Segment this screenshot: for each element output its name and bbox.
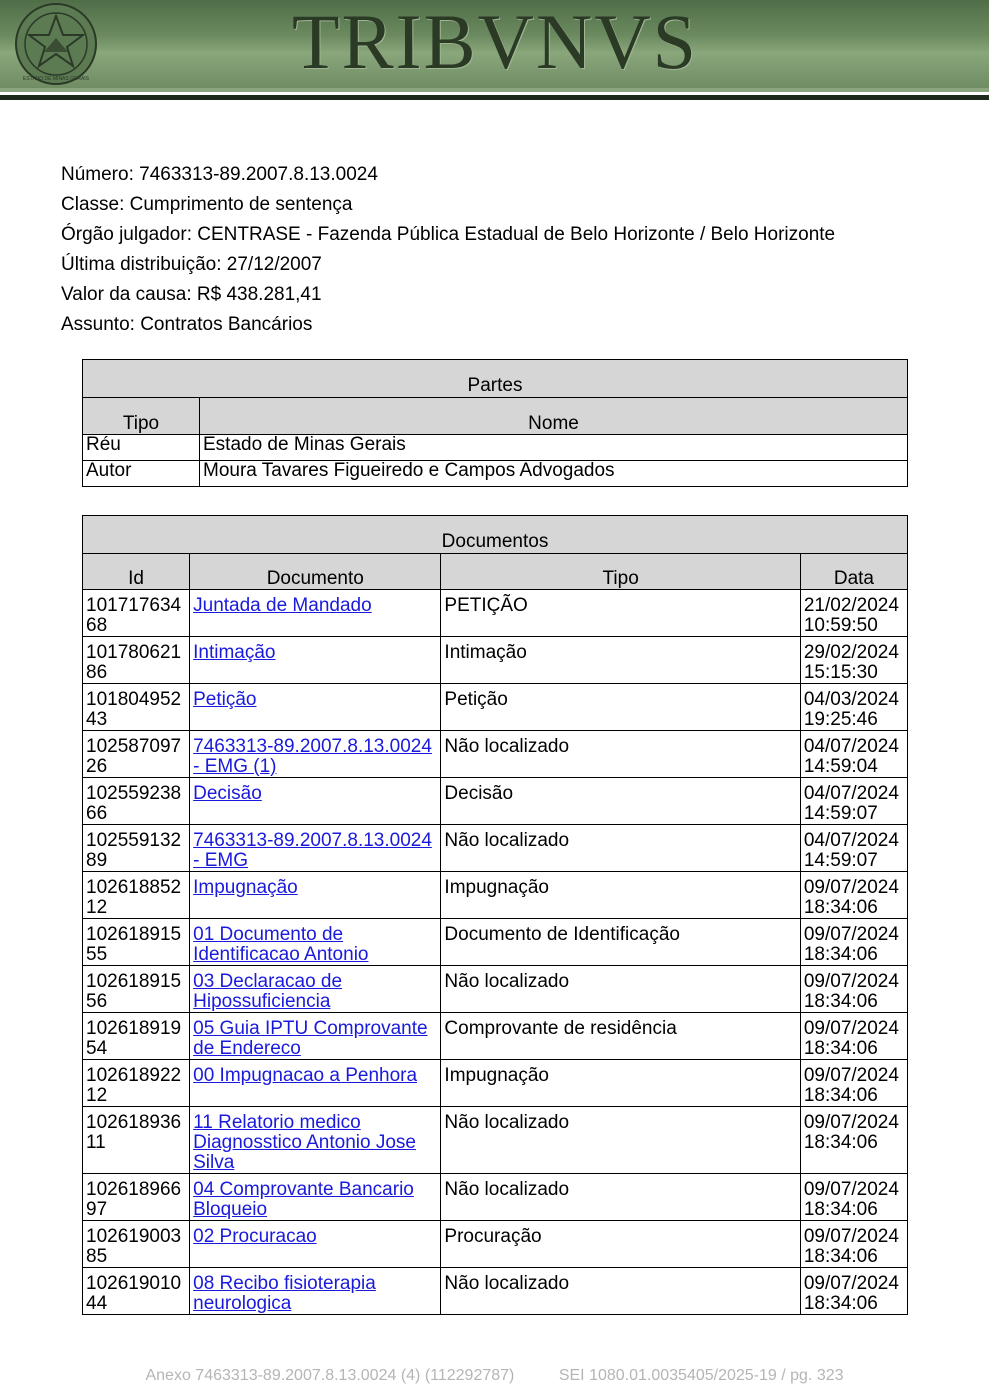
table-row: [83, 919, 908, 966]
document-type: Petição: [441, 684, 800, 731]
document-date: 04/07/2024 14:59:04: [800, 731, 907, 778]
table-row: [83, 461, 908, 487]
document-cell: [190, 1268, 441, 1315]
table-row: [83, 684, 908, 731]
document-cell: [190, 731, 441, 778]
table-row: [83, 435, 908, 461]
document-type: Comprovante de residência: [441, 1013, 800, 1060]
document-id: 10261892212: [83, 1060, 190, 1107]
document-type: Não localizado: [441, 825, 800, 872]
document-link[interactable]: 7463313-89.2007.8.13.0024 - EMG (1): [193, 736, 432, 777]
table-row: [83, 1060, 908, 1107]
document-id: 10261900385: [83, 1221, 190, 1268]
document-type: Não localizado: [441, 1174, 800, 1221]
document-date: 04/03/2024 19:25:46: [800, 684, 907, 731]
document-id: 10171763468: [83, 590, 190, 637]
document-link[interactable]: 01 Documento de Identificacao Antonio: [193, 924, 369, 965]
document-date: 29/02/2024 15:15:30: [800, 637, 907, 684]
process-metadata: [61, 160, 835, 340]
document-link[interactable]: 00 Impugnacao a Penhora: [193, 1065, 418, 1086]
document-type: Não localizado: [441, 966, 800, 1013]
document-id: 10261891555: [83, 919, 190, 966]
page-footer: [0, 1367, 989, 1385]
table-row: [83, 966, 908, 1013]
document-id: 10261891954: [83, 1013, 190, 1060]
parties-table: [82, 359, 908, 487]
table-row: [83, 1174, 908, 1221]
banner-title: TRIBVNVS: [292, 0, 699, 85]
document-link[interactable]: Petição: [193, 689, 257, 710]
table-row: [83, 778, 908, 825]
document-date: 09/07/2024 18:34:06: [800, 1174, 907, 1221]
footer-annex: Anexo 7463313-89.2007.8.13.0024 (4) (112292787): [145, 1367, 515, 1384]
table-row: [83, 825, 908, 872]
document-date: 09/07/2024 18:34:06: [800, 1107, 907, 1174]
documents-table: [82, 515, 908, 1315]
table-row: [83, 1013, 908, 1060]
document-type: Impugnação: [441, 872, 800, 919]
documents-header-document: Documento: [190, 554, 441, 590]
document-type: Procuração: [441, 1221, 800, 1268]
document-link[interactable]: Impugnação: [193, 877, 298, 898]
document-type: Documento de Identificação: [441, 919, 800, 966]
document-date: 04/07/2024 14:59:07: [800, 825, 907, 872]
subject: Assunto: Contratos Bancários: [61, 314, 313, 335]
process-number: Número: 7463313-89.2007.8.13.0024: [61, 164, 378, 185]
banner-stripe: [0, 88, 989, 92]
document-type: PETIÇÃO: [441, 590, 800, 637]
document-date: 21/02/2024 10:59:50: [800, 590, 907, 637]
document-type: Não localizado: [441, 1268, 800, 1315]
document-id: 10255923866: [83, 778, 190, 825]
document-id: 10261891556: [83, 966, 190, 1013]
document-date: 09/07/2024 18:34:06: [800, 966, 907, 1013]
document-date: 09/07/2024 18:34:06: [800, 1268, 907, 1315]
document-id: 10261901044: [83, 1268, 190, 1315]
document-link[interactable]: 08 Recibo fisioterapia neurologica: [193, 1273, 376, 1314]
table-row: [83, 1221, 908, 1268]
documents-caption: Documentos: [83, 516, 908, 554]
document-id: 10178062186: [83, 637, 190, 684]
last-distribution: Última distribuição: 27/12/2007: [61, 254, 322, 275]
document-cell: [190, 1107, 441, 1174]
parties-body: [83, 435, 908, 487]
table-row: [83, 731, 908, 778]
documents-header-id: Id: [83, 554, 190, 590]
document-link[interactable]: 7463313-89.2007.8.13.0024 - EMG: [193, 830, 432, 871]
party-name: Estado de Minas Gerais: [200, 435, 908, 461]
document-link[interactable]: 03 Declaracao de Hipossuficiencia: [193, 971, 343, 1012]
parties-header-type: Tipo: [83, 398, 200, 435]
document-date: 09/07/2024 18:34:06: [800, 872, 907, 919]
parties-caption: Partes: [83, 360, 908, 398]
document-date: 09/07/2024 18:34:06: [800, 1060, 907, 1107]
document-cell: [190, 778, 441, 825]
document-cell: [190, 637, 441, 684]
document-link[interactable]: Juntada de Mandado: [193, 595, 372, 616]
process-class: Classe: Cumprimento de sentença: [61, 194, 353, 215]
document-id: 10261893611: [83, 1107, 190, 1174]
document-date: 09/07/2024 18:34:06: [800, 1013, 907, 1060]
document-id: 10261885212: [83, 872, 190, 919]
table-row: [83, 590, 908, 637]
document-link[interactable]: Intimação: [193, 642, 276, 663]
table-row: [83, 637, 908, 684]
document-type: Não localizado: [441, 1107, 800, 1174]
document-id: 10261896697: [83, 1174, 190, 1221]
table-row: [83, 1107, 908, 1174]
table-row: [83, 872, 908, 919]
document-cell: [190, 966, 441, 1013]
document-link[interactable]: Decisão: [193, 783, 262, 804]
document-link[interactable]: 11 Relatorio medico Diagnosstico Antonio Jose Silva: [193, 1112, 416, 1173]
document-cell: [190, 919, 441, 966]
emblem-text: ESTADO DE MINAS GERAIS: [22, 76, 90, 82]
document-link[interactable]: 02 Procuracao: [193, 1226, 317, 1247]
document-type: Impugnação: [441, 1060, 800, 1107]
case-value: Valor da causa: R$ 438.281,41: [61, 284, 322, 305]
document-id: 10180495243: [83, 684, 190, 731]
document-cell: [190, 1013, 441, 1060]
document-id: 10255913289: [83, 825, 190, 872]
document-link[interactable]: 05 Guia IPTU Comprovante de Endereco: [193, 1018, 428, 1059]
banner-divider: [0, 95, 989, 100]
document-cell: [190, 590, 441, 637]
coat-of-arms-seal-icon: [10, 2, 102, 86]
document-type: Não localizado: [441, 731, 800, 778]
document-date: 09/07/2024 18:34:06: [800, 919, 907, 966]
documents-header-type: Tipo: [441, 554, 800, 590]
document-date: 04/07/2024 14:59:07: [800, 778, 907, 825]
documents-body: [83, 590, 908, 1315]
table-row: [83, 1268, 908, 1315]
document-id: 10258709726: [83, 731, 190, 778]
parties-header-name: Nome: [200, 398, 908, 435]
document-date: 09/07/2024 18:34:06: [800, 1221, 907, 1268]
header-banner: [0, 0, 989, 88]
party-name: Moura Tavares Figueiredo e Campos Advogados: [200, 461, 908, 487]
party-type: Réu: [83, 435, 200, 461]
document-cell: [190, 872, 441, 919]
document-type: Intimação: [441, 637, 800, 684]
document-cell: [190, 1060, 441, 1107]
documents-header-date: Data: [800, 554, 907, 590]
document-cell: [190, 1221, 441, 1268]
document-cell: [190, 684, 441, 731]
document-link[interactable]: 04 Comprovante Bancario Bloqueio: [193, 1179, 414, 1220]
footer-sei: SEI 1080.01.0035405/2025-19 / pg. 323: [558, 1367, 844, 1384]
document-cell: [190, 825, 441, 872]
judging-body: Órgão julgador: CENTRASE - Fazenda Pública Estadual de Belo Horizonte / Belo Horizonte: [61, 224, 836, 245]
document-cell: [190, 1174, 441, 1221]
party-type: Autor: [83, 461, 200, 487]
document-type: Decisão: [441, 778, 800, 825]
